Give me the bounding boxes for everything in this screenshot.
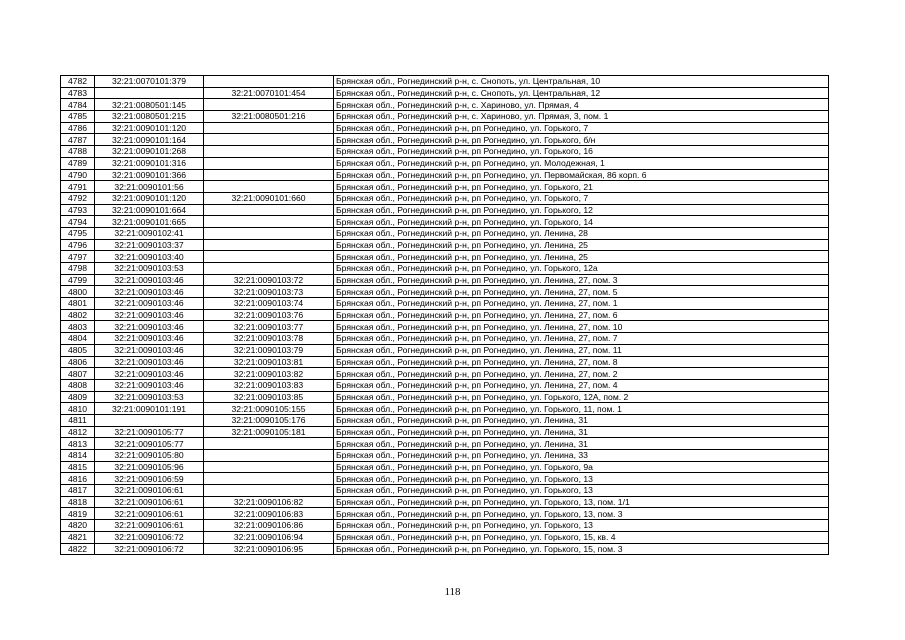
parcel-cadastral-number-cell: 32:21:0090103:46 (95, 309, 204, 321)
row-number-cell: 4787 (61, 134, 95, 146)
object-cadastral-number-cell: 32:21:0090103:73 (204, 286, 334, 298)
row-number-cell: 4786 (61, 122, 95, 134)
address-cell: Брянская обл., Рогнединский р-н, рп Рогнедино, ул. Горького, 7 (334, 122, 829, 134)
parcel-cadastral-number-cell: 32:21:0090106:61 (95, 508, 204, 520)
object-cadastral-number-cell: 32:21:0090101:660 (204, 192, 334, 204)
object-cadastral-number-cell (204, 204, 334, 216)
row-number-cell: 4805 (61, 344, 95, 356)
object-cadastral-number-cell: 32:21:0090106:95 (204, 543, 334, 555)
table-row (61, 181, 829, 193)
address-cell: Брянская обл., Рогнединский р-н, рп Рогнедино, ул. Горького, 7 (334, 192, 829, 204)
table-row (61, 333, 829, 345)
object-cadastral-number-cell (204, 450, 334, 462)
row-number-cell: 4819 (61, 508, 95, 520)
row-number-cell: 4802 (61, 309, 95, 321)
parcel-cadastral-number-cell: 32:21:0090103:53 (95, 263, 204, 275)
parcel-cadastral-number-cell: 32:21:0090103:46 (95, 274, 204, 286)
table-row (61, 543, 829, 555)
row-number-cell: 4783 (61, 87, 95, 99)
row-number-cell: 4784 (61, 99, 95, 111)
row-number-cell: 4799 (61, 274, 95, 286)
address-cell: Брянская обл., Рогнединский р-н, рп Рогнедино, ул. Горького, 13 (334, 520, 829, 532)
object-cadastral-number-cell: 32:21:0090105:155 (204, 403, 334, 415)
address-cell: Брянская обл., Рогнединский р-н, рп Рогнедино, ул. Ленина, 27, пом. 8 (334, 356, 829, 368)
address-cell: Брянская обл., Рогнединский р-н, рп Рогнедино, ул. Ленина, 27, пом. 11 (334, 344, 829, 356)
row-number-cell: 4814 (61, 450, 95, 462)
object-cadastral-number-cell (204, 146, 334, 158)
parcel-cadastral-number-cell: 32:21:0090103:53 (95, 391, 204, 403)
address-cell: Брянская обл., Рогнединский р-н, рп Рогнедино, ул. Ленина, 27, пом. 6 (334, 309, 829, 321)
object-cadastral-number-cell: 32:21:0080501:216 (204, 111, 334, 123)
row-number-cell: 4817 (61, 485, 95, 497)
row-number-cell: 4820 (61, 520, 95, 532)
row-number-cell: 4782 (61, 76, 95, 88)
address-cell: Брянская обл., Рогнединский р-н, рп Рогнедино, ул. Ленина, 31 (334, 414, 829, 426)
parcel-cadastral-number-cell: 32:21:0090103:46 (95, 368, 204, 380)
table-row (61, 531, 829, 543)
address-cell: Брянская обл., Рогнединский р-н, рп Рогнедино, ул. Ленина, 33 (334, 450, 829, 462)
object-cadastral-number-cell: 32:21:0090106:82 (204, 496, 334, 508)
table-row (61, 216, 829, 228)
object-cadastral-number-cell (204, 181, 334, 193)
object-cadastral-number-cell: 32:21:0090106:86 (204, 520, 334, 532)
row-number-cell: 4794 (61, 216, 95, 228)
table-row (61, 263, 829, 275)
address-cell: Брянская обл., Рогнединский р-н, рп Рогнедино, ул. Ленина, 28 (334, 227, 829, 239)
parcel-cadastral-number-cell: 32:21:0090105:77 (95, 438, 204, 450)
page-number: 118 (444, 586, 461, 598)
table-row (61, 227, 829, 239)
address-cell: Брянская обл., Рогнединский р-н, рп Рогнедино, ул. Ленина, 27, пом. 1 (334, 298, 829, 310)
table-row (61, 274, 829, 286)
object-cadastral-number-cell (204, 76, 334, 88)
row-number-cell: 4785 (61, 111, 95, 123)
parcel-cadastral-number-cell: 32:21:0090106:61 (95, 520, 204, 532)
table-row (61, 286, 829, 298)
address-cell: Брянская обл., Рогнединский р-н, рп Рогнедино, ул. Горького, 15, кв. 4 (334, 531, 829, 543)
object-cadastral-number-cell: 32:21:0090103:74 (204, 298, 334, 310)
object-cadastral-number-cell: 32:21:0070101:454 (204, 87, 334, 99)
table-row (61, 356, 829, 368)
table-row (61, 508, 829, 520)
object-cadastral-number-cell (204, 157, 334, 169)
parcel-cadastral-number-cell: 32:21:0090103:46 (95, 298, 204, 310)
address-cell: Брянская обл., Рогнединский р-н, рп Рогнедино, ул. Ленина, 27, пом. 7 (334, 333, 829, 345)
object-cadastral-number-cell (204, 461, 334, 473)
parcel-cadastral-number-cell: 32:21:0090106:59 (95, 473, 204, 485)
address-cell: Брянская обл., Рогнединский р-н, с. Хариново, ул. Прямая, 3, пом. 1 (334, 111, 829, 123)
parcel-cadastral-number-cell: 32:21:0070101:379 (95, 76, 204, 88)
object-cadastral-number-cell (204, 251, 334, 263)
row-number-cell: 4818 (61, 496, 95, 508)
row-number-cell: 4813 (61, 438, 95, 450)
parcel-cadastral-number-cell: 32:21:0090106:61 (95, 496, 204, 508)
table-row (61, 309, 829, 321)
parcel-cadastral-number-cell: 32:21:0090103:37 (95, 239, 204, 251)
address-cell: Брянская обл., Рогнединский р-н, рп Рогнедино, ул. Горького, 13, пом. 3 (334, 508, 829, 520)
row-number-cell: 4790 (61, 169, 95, 181)
row-number-cell: 4788 (61, 146, 95, 158)
table-row (61, 344, 829, 356)
object-cadastral-number-cell: 32:21:0090103:76 (204, 309, 334, 321)
address-cell: Брянская обл., Рогнединский р-н, рп Рогнедино, ул. Ленина, 27, пом. 5 (334, 286, 829, 298)
row-number-cell: 4791 (61, 181, 95, 193)
table-row (61, 192, 829, 204)
row-number-cell: 4816 (61, 473, 95, 485)
table-row (61, 298, 829, 310)
parcel-cadastral-number-cell: 32:21:0090101:366 (95, 169, 204, 181)
object-cadastral-number-cell: 32:21:0090103:85 (204, 391, 334, 403)
parcel-cadastral-number-cell: 32:21:0090106:61 (95, 485, 204, 497)
table-row (61, 368, 829, 380)
table-row (61, 239, 829, 251)
object-cadastral-number-cell: 32:21:0090103:83 (204, 379, 334, 391)
address-cell: Брянская обл., Рогнединский р-н, рп Рогнедино, ул. Ленина, 27, пом. 2 (334, 368, 829, 380)
table-row (61, 146, 829, 158)
address-cell: Брянская обл., Рогнединский р-н, рп Рогнедино, ул. Горького, 21 (334, 181, 829, 193)
parcel-cadastral-number-cell: 32:21:0090105:77 (95, 426, 204, 438)
row-number-cell: 4789 (61, 157, 95, 169)
object-cadastral-number-cell: 32:21:0090103:82 (204, 368, 334, 380)
row-number-cell: 4801 (61, 298, 95, 310)
parcel-cadastral-number-cell: 32:21:0080501:215 (95, 111, 204, 123)
object-cadastral-number-cell (204, 263, 334, 275)
table-row (61, 379, 829, 391)
row-number-cell: 4809 (61, 391, 95, 403)
address-cell: Брянская обл., Рогнединский р-н, рп Рогнедино, ул. Ленина, 25 (334, 251, 829, 263)
address-cell: Брянская обл., Рогнединский р-н, с. Хариново, ул. Прямая, 4 (334, 99, 829, 111)
row-number-cell: 4804 (61, 333, 95, 345)
table-row (61, 461, 829, 473)
table-row (61, 403, 829, 415)
address-cell: Брянская обл., Рогнединский р-н, рп Рогнедино, ул. Горького, 16 (334, 146, 829, 158)
row-number-cell: 4795 (61, 227, 95, 239)
object-cadastral-number-cell: 32:21:0090106:83 (204, 508, 334, 520)
row-number-cell: 4803 (61, 321, 95, 333)
address-cell: Брянская обл., Рогнединский р-н, с. Снопоть, ул. Центральная, 12 (334, 87, 829, 99)
address-cell: Брянская обл., Рогнединский р-н, рп Рогнедино, ул. Горького, 12 (334, 204, 829, 216)
address-cell: Брянская обл., Рогнединский р-н, рп Рогнедино, ул. Ленина, 27, пом. 10 (334, 321, 829, 333)
table-row (61, 520, 829, 532)
parcel-cadastral-number-cell: 32:21:0090103:46 (95, 379, 204, 391)
row-number-cell: 4798 (61, 263, 95, 275)
address-cell: Брянская обл., Рогнединский р-н, рп Рогнедино, ул. Горького, 13 (334, 473, 829, 485)
address-cell: Брянская обл., Рогнединский р-н, рп Рогнедино, ул. Горького, 12а (334, 263, 829, 275)
table-row (61, 251, 829, 263)
address-cell: Брянская обл., Рогнединский р-н, рп Рогнедино, ул. Ленина, 31 (334, 438, 829, 450)
parcel-cadastral-number-cell: 32:21:0090101:665 (95, 216, 204, 228)
parcel-cadastral-number-cell: 32:21:0090103:46 (95, 344, 204, 356)
address-cell: Брянская обл., Рогнединский р-н, рп Рогнедино, ул. Горького, 13 (334, 485, 829, 497)
parcel-cadastral-number-cell: 32:21:0090101:268 (95, 146, 204, 158)
table-row (61, 473, 829, 485)
object-cadastral-number-cell (204, 227, 334, 239)
table-row (61, 122, 829, 134)
table-row (61, 157, 829, 169)
table-row (61, 485, 829, 497)
row-number-cell: 4808 (61, 379, 95, 391)
parcel-cadastral-number-cell: 32:21:0090105:96 (95, 461, 204, 473)
parcel-cadastral-number-cell: 32:21:0090103:46 (95, 356, 204, 368)
table-row (61, 426, 829, 438)
object-cadastral-number-cell: 32:21:0090105:176 (204, 414, 334, 426)
object-cadastral-number-cell (204, 473, 334, 485)
row-number-cell: 4812 (61, 426, 95, 438)
row-number-cell: 4821 (61, 531, 95, 543)
row-number-cell: 4792 (61, 192, 95, 204)
row-number-cell: 4807 (61, 368, 95, 380)
table-row (61, 134, 829, 146)
parcel-cadastral-number-cell: 32:21:0090101:120 (95, 122, 204, 134)
address-cell: Брянская обл., Рогнединский р-н, рп Рогнедино, ул. Ленина, 25 (334, 239, 829, 251)
object-cadastral-number-cell (204, 134, 334, 146)
parcel-cadastral-number-cell: 32:21:0090102:41 (95, 227, 204, 239)
object-cadastral-number-cell (204, 169, 334, 181)
parcel-cadastral-number-cell: 32:21:0090101:191 (95, 403, 204, 415)
table-row (61, 450, 829, 462)
address-cell: Брянская обл., Рогнединский р-н, рп Рогнедино, ул. Ленина, 27, пом. 4 (334, 379, 829, 391)
registry-table (60, 75, 829, 555)
object-cadastral-number-cell (204, 438, 334, 450)
parcel-cadastral-number-cell: 32:21:0090101:164 (95, 134, 204, 146)
object-cadastral-number-cell (204, 122, 334, 134)
parcel-cadastral-number-cell: 32:21:0090101:120 (95, 192, 204, 204)
row-number-cell: 4811 (61, 414, 95, 426)
parcel-cadastral-number-cell: 32:21:0090101:664 (95, 204, 204, 216)
address-cell: Брянская обл., Рогнединский р-н, рп Рогнедино, ул. Горького, 14 (334, 216, 829, 228)
object-cadastral-number-cell: 32:21:0090103:72 (204, 274, 334, 286)
parcel-cadastral-number-cell: 32:21:0090106:72 (95, 531, 204, 543)
address-cell: Брянская обл., Рогнединский р-н, рп Рогнедино, ул. Первомайская, 86 корп. 6 (334, 169, 829, 181)
table-row (61, 438, 829, 450)
table-row (61, 321, 829, 333)
row-number-cell: 4793 (61, 204, 95, 216)
parcel-cadastral-number-cell: 32:21:0090101:56 (95, 181, 204, 193)
address-cell: Брянская обл., Рогнединский р-н, рп Рогнедино, ул. Ленина, 27, пом. 3 (334, 274, 829, 286)
object-cadastral-number-cell: 32:21:0090103:81 (204, 356, 334, 368)
table-row (61, 391, 829, 403)
row-number-cell: 4800 (61, 286, 95, 298)
object-cadastral-number-cell (204, 485, 334, 497)
address-cell: Брянская обл., Рогнединский р-н, рп Рогнедино, ул. Горького, 15, пом. 3 (334, 543, 829, 555)
table-row (61, 76, 829, 88)
table-row (61, 414, 829, 426)
parcel-cadastral-number-cell: 32:21:0090101:316 (95, 157, 204, 169)
row-number-cell: 4810 (61, 403, 95, 415)
object-cadastral-number-cell: 32:21:0090106:94 (204, 531, 334, 543)
parcel-cadastral-number-cell: 32:21:0090103:46 (95, 321, 204, 333)
address-cell: Брянская обл., Рогнединский р-н, рп Рогнедино, ул. Ленина, 31 (334, 426, 829, 438)
table-row (61, 111, 829, 123)
row-number-cell: 4796 (61, 239, 95, 251)
object-cadastral-number-cell (204, 239, 334, 251)
parcel-cadastral-number-cell: 32:21:0090106:72 (95, 543, 204, 555)
parcel-cadastral-number-cell: 32:21:0090103:46 (95, 286, 204, 298)
row-number-cell: 4797 (61, 251, 95, 263)
row-number-cell: 4806 (61, 356, 95, 368)
parcel-cadastral-number-cell: 32:21:0080501:145 (95, 99, 204, 111)
row-number-cell: 4815 (61, 461, 95, 473)
table-row (61, 99, 829, 111)
object-cadastral-number-cell: 32:21:0090103:79 (204, 344, 334, 356)
parcel-cadastral-number-cell (95, 414, 204, 426)
object-cadastral-number-cell: 32:21:0090103:77 (204, 321, 334, 333)
object-cadastral-number-cell: 32:21:0090103:78 (204, 333, 334, 345)
parcel-cadastral-number-cell: 32:21:0090103:46 (95, 333, 204, 345)
address-cell: Брянская обл., Рогнединский р-н, рп Рогнедино, ул. Горького, 12А, пом. 2 (334, 391, 829, 403)
object-cadastral-number-cell: 32:21:0090105:181 (204, 426, 334, 438)
address-cell: Брянская обл., Рогнединский р-н, рп Рогнедино, ул. Молодежная, 1 (334, 157, 829, 169)
parcel-cadastral-number-cell (95, 87, 204, 99)
address-cell: Брянская обл., Рогнединский р-н, рп Рогнедино, ул. Горького, б/н (334, 134, 829, 146)
address-cell: Брянская обл., Рогнединский р-н, рп Рогнедино, ул. Горького, 13, пом. 1/1 (334, 496, 829, 508)
address-cell: Брянская обл., Рогнединский р-н, с. Снопоть, ул. Центральная, 10 (334, 76, 829, 88)
address-cell: Брянская обл., Рогнединский р-н, рп Рогнедино, ул. Горького, 11, пом. 1 (334, 403, 829, 415)
table-row (61, 496, 829, 508)
table-body (61, 76, 829, 555)
object-cadastral-number-cell (204, 216, 334, 228)
address-cell: Брянская обл., Рогнединский р-н, рп Рогнедино, ул. Горького, 9а (334, 461, 829, 473)
table-row (61, 204, 829, 216)
row-number-cell: 4822 (61, 543, 95, 555)
parcel-cadastral-number-cell: 32:21:0090103:40 (95, 251, 204, 263)
table-row (61, 87, 829, 99)
object-cadastral-number-cell (204, 99, 334, 111)
table-row (61, 169, 829, 181)
parcel-cadastral-number-cell: 32:21:0090105:80 (95, 450, 204, 462)
